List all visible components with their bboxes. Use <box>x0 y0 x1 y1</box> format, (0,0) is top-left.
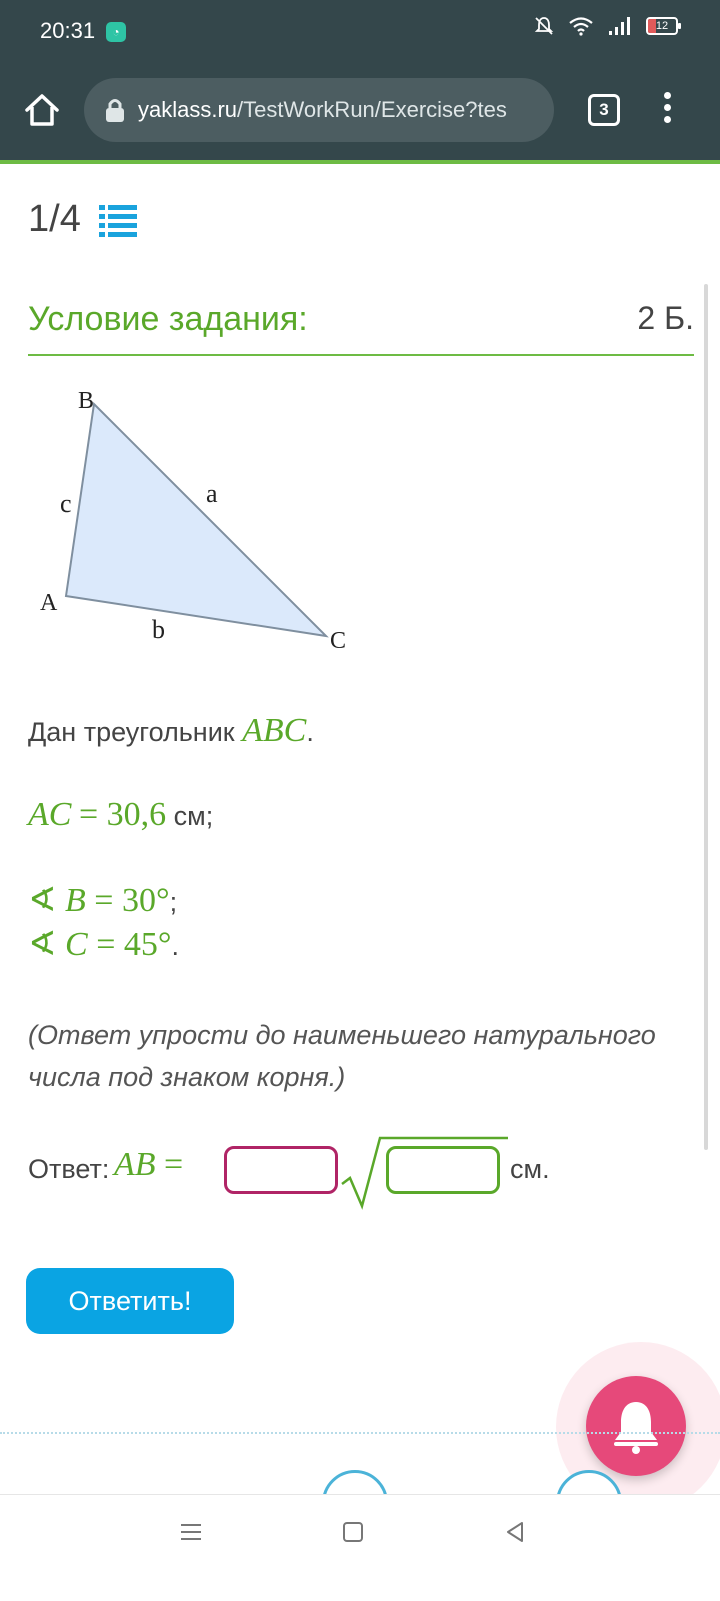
triangle-name: ABC <box>242 712 307 749</box>
answer-unit: см. <box>510 1154 550 1184</box>
task-points: 2 Б. <box>637 300 694 336</box>
side-label-a: a <box>206 479 218 508</box>
angle-b-value: = 30° <box>94 882 170 919</box>
answer-row <box>28 1136 688 1216</box>
ac-unit: см; <box>173 801 214 831</box>
side-label-c: c <box>60 489 72 518</box>
lock-icon <box>104 97 126 123</box>
recent-apps-icon[interactable] <box>180 1521 202 1543</box>
battery-level: 12 <box>655 20 669 32</box>
vertex-label-a: A <box>40 590 58 616</box>
address-bar[interactable] <box>84 78 554 142</box>
tabs-count-button[interactable]: 3 <box>588 94 620 126</box>
given-angle-c: ∢ C = 45°. <box>28 926 179 963</box>
coefficient-input[interactable] <box>224 1146 338 1194</box>
radicand-input[interactable] <box>386 1146 500 1194</box>
angle-c-value: = 45° <box>96 926 172 963</box>
triangle-figure <box>30 378 370 668</box>
task-title: Условие задания: <box>28 300 308 338</box>
scrollbar[interactable] <box>704 284 708 1150</box>
status-icons <box>534 16 678 36</box>
divider <box>0 1432 720 1434</box>
intro-text: Дан треугольник <box>28 717 235 747</box>
angle-c-letter: C <box>65 926 88 963</box>
bell-icon <box>610 1398 662 1454</box>
given-ac <box>28 796 213 834</box>
back-icon[interactable] <box>504 1521 526 1543</box>
url-text <box>138 97 507 123</box>
battery-icon <box>646 17 678 35</box>
system-nav-bar <box>0 1494 720 1601</box>
submit-answer-button[interactable]: Ответить! <box>26 1268 234 1334</box>
vertex-label-b: B <box>78 388 95 414</box>
problem-intro: Дан треугольник ABC. <box>28 712 314 749</box>
status-time: 20:31 <box>40 18 96 43</box>
angle-b-symbol: ∢ <box>28 882 57 919</box>
given-angle-b: ∢ B = 30°; <box>28 882 178 919</box>
exercise-progress <box>28 198 137 241</box>
status-bar <box>0 0 720 62</box>
notification-app-icon: ◔ <box>106 22 126 42</box>
answer-equation <box>114 1146 183 1184</box>
overflow-menu-icon[interactable] <box>662 92 672 128</box>
side-label-b: b <box>152 615 165 644</box>
vertex-label-c: C <box>330 628 347 654</box>
url-path: /TestWorkRun/Exercise?tes <box>237 97 507 122</box>
answer-hint: (Ответ упрости до наименьшего натурального числа под знаком корня.) <box>28 1020 656 1092</box>
home-icon[interactable] <box>22 90 62 130</box>
answer-equals: = <box>164 1146 184 1183</box>
notifications-button[interactable] <box>586 1376 686 1476</box>
answer-label: Ответ: <box>28 1154 110 1184</box>
task-header <box>28 296 694 356</box>
answer-lhs: AB <box>114 1146 156 1183</box>
home-nav-icon[interactable] <box>342 1521 364 1543</box>
progress-count: 1/4 <box>28 198 81 240</box>
wifi-icon <box>568 16 594 36</box>
ac-lhs: AC <box>28 796 72 833</box>
ac-value: = 30,6 <box>78 796 167 833</box>
triangle-shape <box>66 404 326 636</box>
angle-c-symbol: ∢ <box>28 926 57 963</box>
task-list-icon[interactable] <box>99 202 137 238</box>
url-host: yaklass.ru <box>138 97 238 122</box>
mute-notifications-icon <box>534 16 554 36</box>
browser-toolbar <box>0 62 720 164</box>
angle-b-letter: B <box>65 882 86 919</box>
signal-icon <box>608 16 632 36</box>
